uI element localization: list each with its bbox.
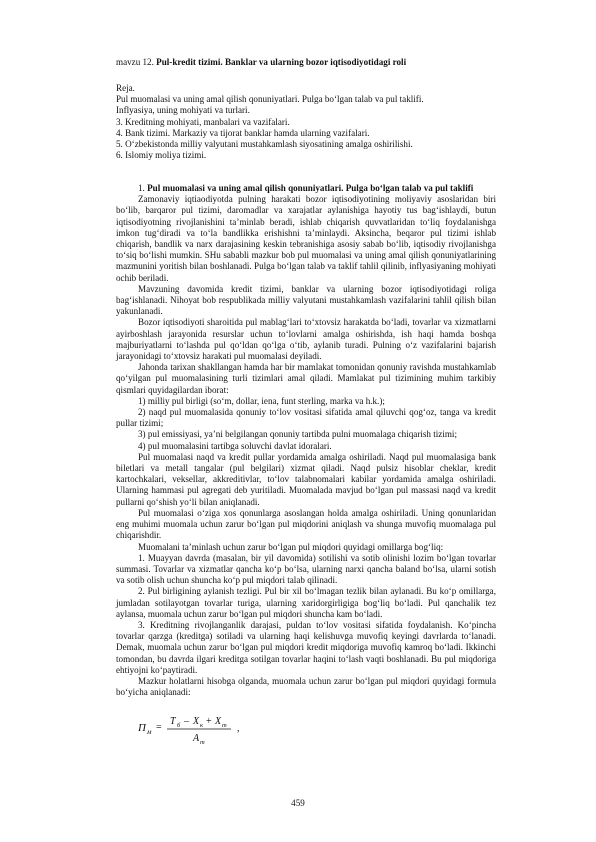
list-item: 4) pul muomalasini tartibga soluvchi davlat idoralari. (138, 440, 332, 451)
paragraph: Mavzuning davomida kredit tizimi, banklar va ularning bozor iqtisodiyotidagi roliga bag‘ishlanadi. Nihoyat bob respublikada milliy valyutani mustahkamlash vazifalarini tahlil qilish bilan yakunlanadi. (116, 283, 496, 317)
formula-x2-sub: т (222, 722, 227, 729)
money-supply-formula (138, 712, 338, 752)
formula-x2: X (215, 716, 222, 727)
plan-label: Reja. (116, 83, 135, 93)
title-bold: Pul-kredit tizimi. Banklar va ularning bozor iqtisodiyotidagi roli (156, 57, 407, 67)
page-title (116, 57, 556, 68)
plan-item: 4. Bank tizimi. Markaziy va tijorat banklar hamda ularning vazifalari. (116, 127, 370, 138)
plan-item: 6. Islomiy moliya tizimi. (116, 150, 207, 161)
section-heading (116, 183, 496, 194)
formula-lhs: П (138, 722, 146, 734)
formula-minus: – (184, 716, 189, 727)
formula-den: A (193, 733, 200, 744)
formula-eq: = (156, 722, 162, 733)
formula-plus: + (206, 716, 212, 727)
formula-lhs-sub: м (147, 728, 152, 736)
section-heading-text: Pul muomalasi va uning amal qilish qonuniyatlari. Pulga bo‘lgan talab va pul taklifi (147, 183, 474, 193)
page-number: 459 (291, 798, 305, 808)
paragraph: Zamonaviy iqtiaodiyotda pulning harakati bozor iqtisodiyotining moliyaviy asoslaridan biri bo‘lib, barqaror pul tizimi, daromadlar va xarajatlar aylanishiga hayotiy tus bag‘ishlaydi, butun iqtisodiyotning rivojlanishini ta’minlab beradi, ishlab chiqarish quvvatlaridan to‘liq foydalanishga imkon tug‘diradi va to‘la bandlikka erishishni ta’minlaydi. Aksincha, beqaror pul tizimi ishlab chiqarish, bandlik va narx darajasining keskin tebranishiga asosiy sabab bo‘lib, iqtisodiy rivojlanishga to‘siq bo‘lishi mumkin. SHu sababli mazkur bob pul muomalasi va uning amal qilish qonuniyatlarining mazmunini yoritish bilan boshlanadi. Pulga bo‘lgan talab va taklif tahlil qilinib, inflyasiyaning mohiyati ochib beriladi. (116, 194, 496, 283)
formula-t-sub: б (177, 722, 181, 729)
list-item: 1. Muayyan davrda (masalan, bir yil davomida) sotilishi va sotib olinishi lozim bo‘lgan tovarlar summasi. Tovarlar va xizmatlar qancha ko‘p bo‘lsa, ularning narxi qancha baland bo‘lsa, ularni sotish va sotib olish uchun shuncha ko‘p pul miqdori talab qilinadi. (116, 552, 496, 586)
list-item: 1) milliy pul birligi (so‘m, dollar, iena, funt sterling, marka va h.k.); (138, 395, 385, 406)
paragraph: Pul muomalasi o‘ziga xos qonunlarga asoslangan holda amalga oshiriladi. Uning qonunlaridan eng muhimi muomala uchun zarur bo‘lgan pul miqdorini aniqlash va shunga muvofiq muomalaga pul chiqarishdir. (116, 507, 496, 541)
body-text (116, 183, 496, 698)
formula-x1-sub: к (200, 722, 204, 729)
paragraph: Pul muomalasi naqd va kredit pullar yordamida amalga oshiriladi. Naqd pul muomalasiga bank biletlari va metall tangalar (pul belgilari) xizmat qiladi. Naqd pulsiz hisoblar cheklar, kredit kartochkalari, veksellar, akkreditivlar, to‘lov talabnomalari kabilar yordamida amalga oshiriladi. Ularning hammasi pul agregati deb yuritiladi. Muomalada mavjud bo‘lgan pul massasi naqd va kredit pullarni qo‘shish yo‘li bilan aniqlanadi. (116, 451, 496, 507)
section-number: 1. (138, 183, 148, 193)
paragraph: Jahonda tarixan shakllangan hamda har bir mamlakat tomonidan qonuniy ravishda mustahkamlab qo‘yilgan pul muomalasining turli tizimlari amal qiladi. Mamlakat pul tizimining muhim tarkibiy qismlari quyidagilardan iborat: (116, 362, 496, 395)
list-item: 2. Pul birligining aylanish tezligi. Pul bir xil bo‘lmagan tezlik bilan aylanadi. Bu ko‘p omillarga, jumladan sotilayotgan tovarlar turiga, ularning xaridorgirligiga bog‘liq bo‘ladi. Pul qanchalik tez aylansa, muomala uchun zarur bo‘lgan pul miqdori shuncha kam bo‘ladi. (116, 586, 496, 619)
plan-item: Pul muomalasi va uning amal qilish qonuniyatlari. Pulga bo‘lgan talab va pul taklifi. (116, 94, 424, 105)
plan-item: 5. O‘zbekistonda milliy valyutani mustahkamlash siyosatining amalga oshirilishi. (116, 139, 413, 150)
list-item: 3) pul emissiyasi, ya’ni belgilangan qonuniy tartibda pulni muomalaga chiqarish tizimi; (138, 429, 457, 440)
formula-x1: X (193, 716, 200, 727)
title-prefix: mavzu 12. (116, 57, 157, 67)
formula-t: T (170, 716, 176, 727)
list-item: 3. Kreditning rivojlanganlik darajasi, puldan to‘lov vositasi sifatida foydalanish. Ko‘pincha tovarlar qarzga (kreditga) sotiladi va ularning haqi kelishuvga muvofiq keyingi davrlarda to‘lanadi. Demak, muomala uchun zarur bo‘lgan pul miqdori kredit miqdoriga muvofiq kamroq bo‘ladi. Ikkinchi tomondan, bu davrda ilgari kreditga sotilgan tovarlar haqini to‘lash vaqti boshlanadi. Bu pul miqdoriga ehtiyojni ko‘paytiradi. (116, 619, 496, 675)
paragraph: Muomalani ta’minlash uchun zarur bo‘lgan pul miqdori quyidagi omillarga bog‘liq: (138, 541, 444, 552)
paragraph: Bozor iqtisodiyoti sharoitida pul mablag‘lari to‘xtovsiz harakatda bo‘ladi, tovarlar va xizmatlarni ayirboshlash jarayonida resurslar uchun to‘lovlarni amalga oshirishda, ish haqi hamda boshqa majburiyatlarni to‘lashda pul qo‘ldan qo‘lga o‘tib, aylanib turadi. Pulning o‘z vazifalarini bajarish jarayonidagi to‘xtovsiz harakati pul muomalasi deyiladi. (116, 317, 496, 362)
plan-item: 3. Kreditning mohiyati, manbalari va vazifalari. (116, 116, 290, 127)
paragraph: Mazkur holatlarni hisobga olganda, muomala uchun zarur bo‘lgan pul miqdori quyidagi formula bo‘yicha aniqlanadi: (116, 675, 496, 698)
plan-list (116, 83, 556, 161)
plan-item: Inflyasiya, uning mohiyati va turlari. (116, 105, 250, 116)
list-item: 2) naqd pul muomalasida qonuniy to‘lov vositasi sifatida amal qiluvchi qog‘oz, tanga va kredit pullar tizimi; (116, 407, 496, 429)
formula-comma: , (237, 723, 240, 734)
formula-den-sub: т (200, 739, 205, 746)
